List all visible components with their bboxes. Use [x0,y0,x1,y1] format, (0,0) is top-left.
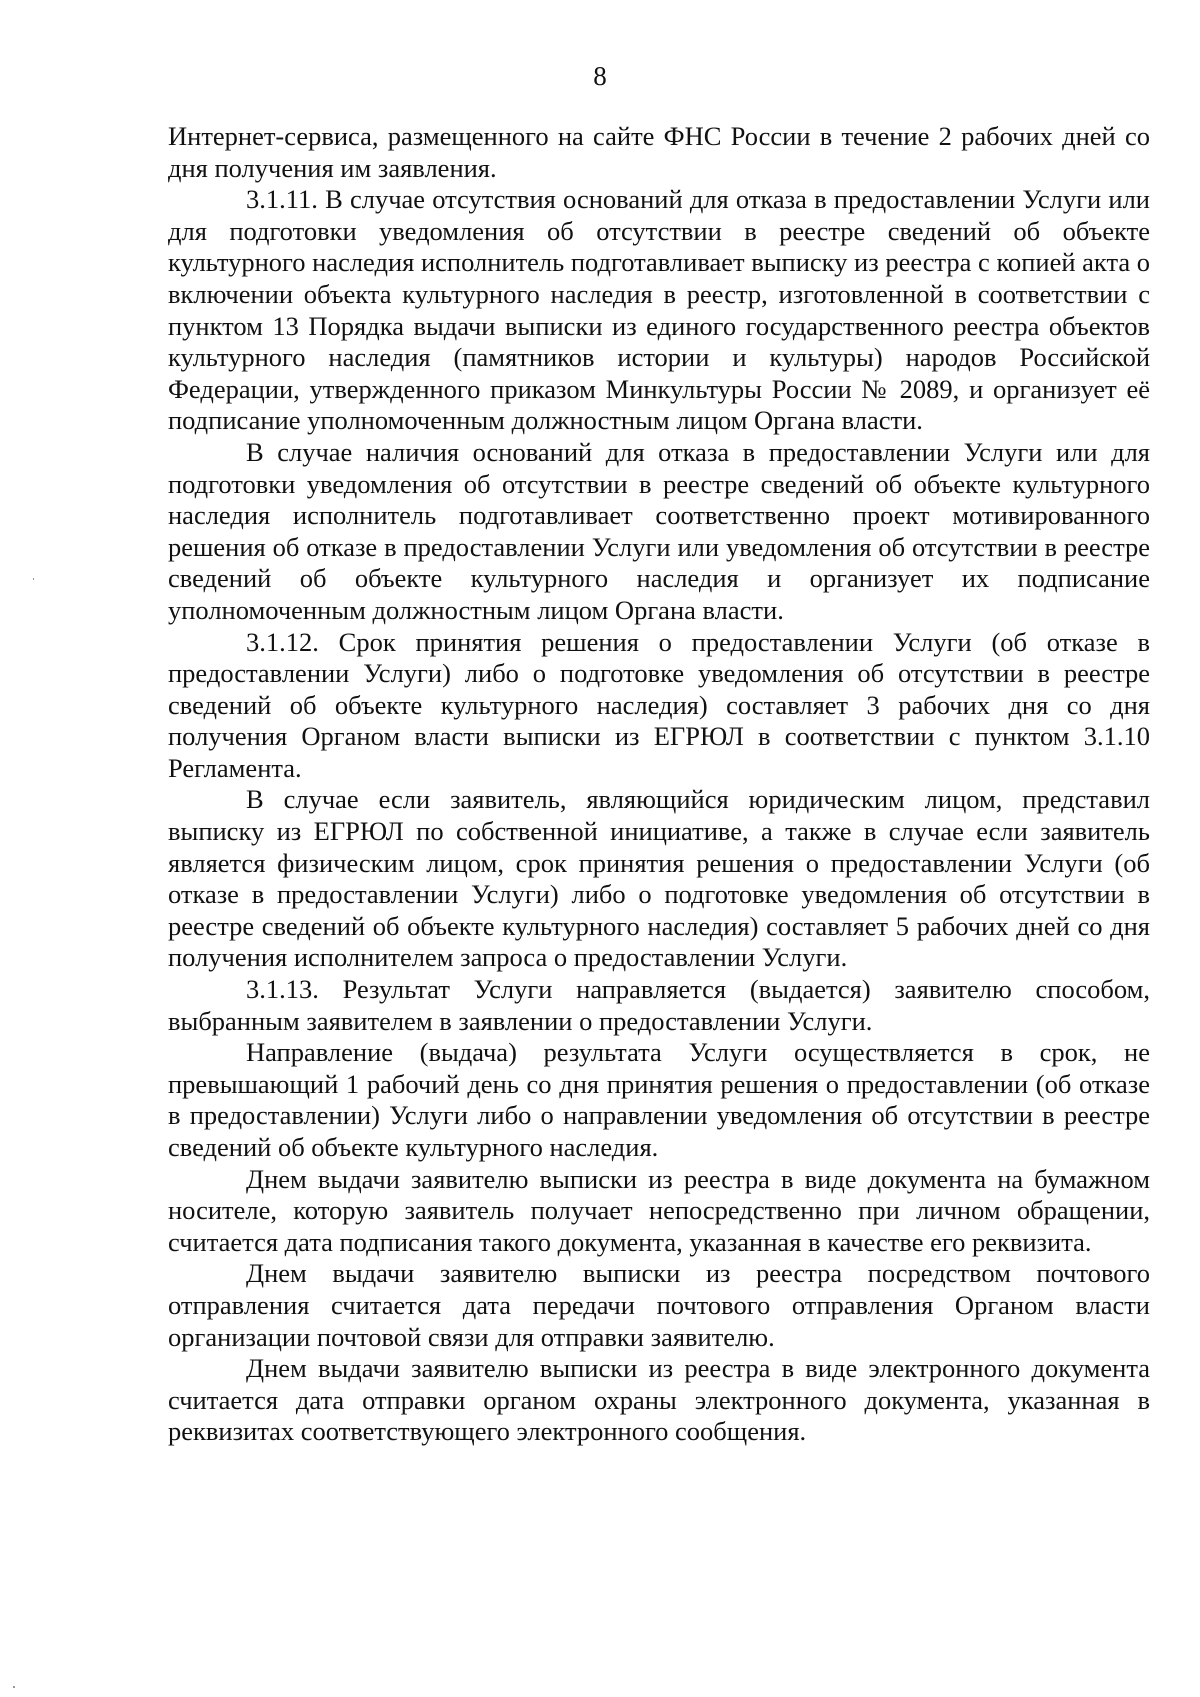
paragraph-delivery-term: Направление (выдача) результата Услуги осуществляется в срок, не превышающий 1 рабочий день со дня принятия решения о предоставлении (об отказе в предоставлении) Услуги либо о направлении уведомления об отсутствии в реестре сведений об объекте культурного наследия. [168,1037,1150,1162]
paragraph-applicant-initiative: В случае если заявитель, являющийся юридическим лицом, представил выписку из ЕГРЮЛ по собственной инициативе, а также в случае если заявитель является физическим лицом, срок принятия решения о предоставлении Услуги (об отказе в предоставлении Услуги) либо о подготовке уведомления об отсутствии в реестре сведений об объекте культурного наследия) составляет 5 рабочих дней со дня получения исполнителем запроса о предоставлении Услуги. [168,784,1150,973]
scan-speck [33,578,34,580]
paragraph-3-1-13: 3.1.13. Результат Услуги направляется (выдается) заявителю способом, выбранным заявителем в заявлении о предоставлении Услуги. [168,974,1150,1036]
document-body [168,121,1150,1448]
paragraph-electronic-delivery: Днем выдачи заявителю выписки из реестра в виде электронного документа считается дата отправки органом охраны электронного документа, указанная в реквизитах соответствующего электронного сообщения. [168,1353,1150,1447]
page-number: 8 [593,61,607,91]
paragraph-3-1-12: 3.1.12. Срок принятия решения о предоставлении Услуги (об отказе в предоставлении Услуги) либо о подготовке уведомления об отсутствии в реестре сведений об объекте культурного наследия) составляет 3 рабочих дня со дня получения Органом власти выписки из ЕГРЮЛ в соответствии с пунктом 3.1.10 Регламента. [168,626,1150,783]
paragraph-paper-delivery: Днем выдачи заявителю выписки из реестра в виде документа на бумажном носителе, которую заявитель получает непосредственно при личном обращении, считается дата подписания такого документа, указанная в качестве его реквизита. [168,1163,1150,1257]
paragraph-3-1-11: 3.1.11. В случае отсутствия оснований для отказа в предоставлении Услуги или для подготовки уведомления об отсутствии в реестре сведений об объекте культурного наследия исполнитель подготавливает выписку из реестра с копией акта о включении объекта культурного наследия в реестр, изготовленной в соответствии с пунктом 13 Порядка выдачи выписки из единого государственного реестра объектов культурного наследия (памятников истории и культуры) народов Российской Федерации, утвержденного приказом Минкультуры России № 2089, и организует её подписание уполномоченным должностным лицом Органа власти. [168,184,1150,436]
paragraph-refusal-grounds: В случае наличия оснований для отказа в предоставлении Услуги или для подготовки уведомления об отсутствии в реестре сведений об объекте культурного наследия исполнитель подготавливает соответственно проект мотивированного решения об отказе в предоставлении Услуги или уведомления об отсутствии в реестре сведений об объекте культурного наследия и организует их подписание уполномоченным должностным лицом Органа власти. [168,436,1150,625]
paragraph-continuation: Интернет-сервиса, размещенного на сайте ФНС России в течение 2 рабочих дней со дня получения им заявления. [168,121,1150,183]
scan-speck [13,1686,15,1688]
paragraph-postal-delivery: Днем выдачи заявителю выписки из реестра посредством почтового отправления считается дата передачи почтового отправления Органом власти организации почтовой связи для отправки заявителю. [168,1258,1150,1352]
